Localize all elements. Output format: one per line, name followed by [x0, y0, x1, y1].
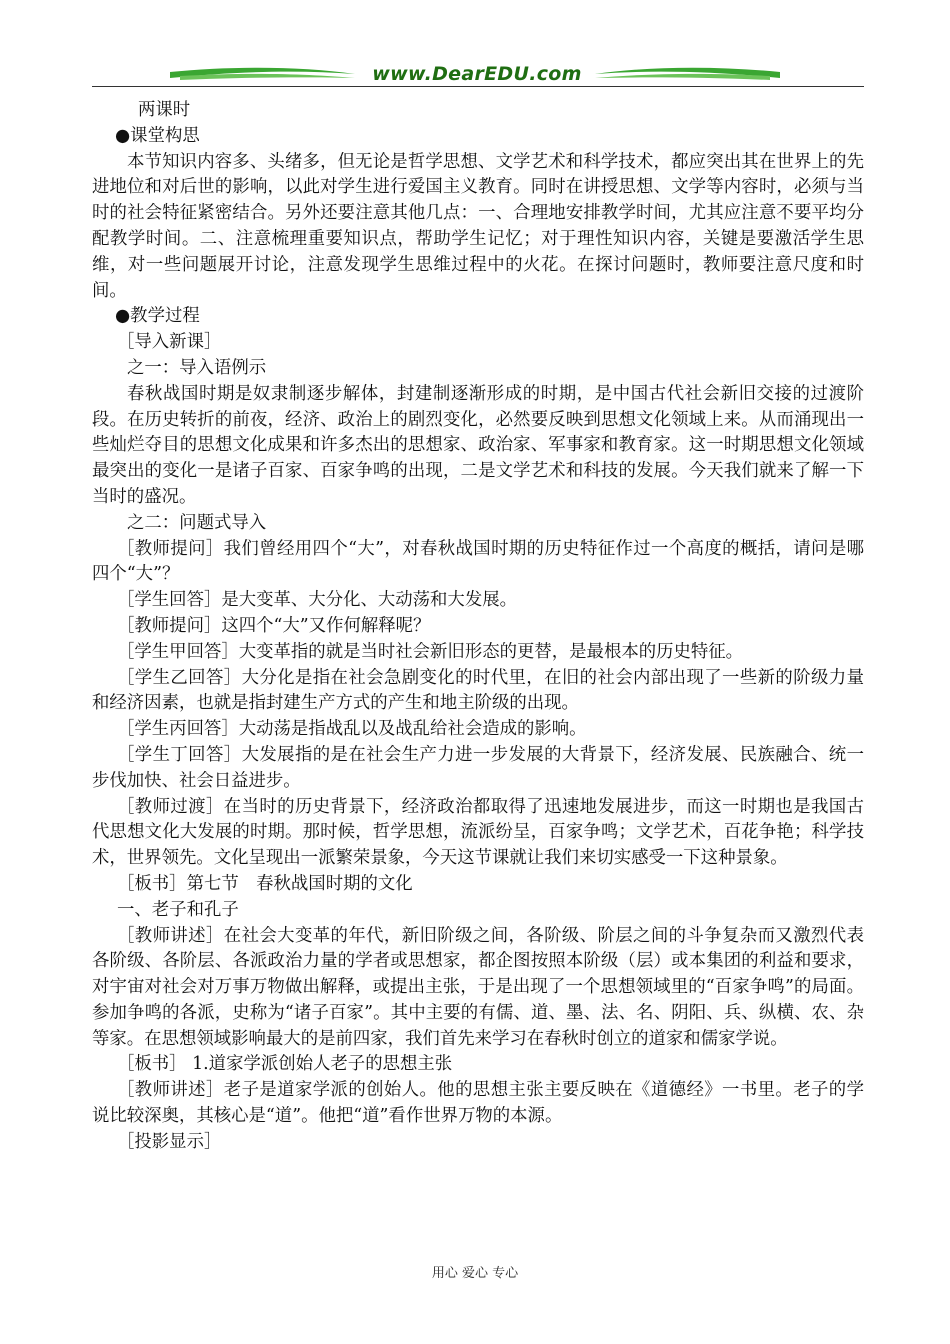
board-heading-daoism: ［板书］ 1.道家学派创始人老子的思想主张 — [117, 1054, 453, 1075]
header-divider — [92, 86, 864, 87]
dialogue-student-b: ［学生乙回答］大分化是指在社会急剧变化的时代里，在旧的社会内部出现了一些新的阶级力量和经济因素，也就是指封建生产方式的产生和地主阶级的出现。 — [92, 667, 864, 714]
dialogue-teacher-transition: ［教师过渡］在当时的历史背景下，经济政治都取得了迅速地发展进步，而这一时期也是我国古代思想文化大发展的时期。那时候，哲学思想，流派纷呈，百家争鸣；文学艺术，百花争艳；科学技术，世界领先。文化呈现出一派繁荣景象，今天这节课就让我们来切实感受一下这种景象。 — [92, 796, 864, 869]
subheading-laozi-confucius: 一、老子和孔子 — [117, 899, 239, 920]
paragraph-teacher-narration-1: ［教师讲述］在社会大变革的年代，新旧阶级之间，各阶级、阶层之间的斗争复杂而又激烈代表各阶级、各阶层、各派政治力量的学者或思想家，都企图按照本阶级（层）或本集团的利益和要求，对宇宙对社会对万事万物做出解释，或提出主张，于是出现了一个思想领域里的“百家争鸣”的局面。参加争鸣的各派，史称为“诸子百家”。其中主要的有儒、道、墨、法、名、阴阳、兵、纵横、农、杂等家。在思想领域影响最大的是前四家，我们首先来学习在春秋时创立的道家和儒家学说。 — [92, 925, 864, 1049]
document-body — [92, 98, 864, 1156]
dialogue-student-c: ［学生丙回答］大动荡是指战乱以及战乱给社会造成的影响。 — [117, 719, 587, 740]
dialogue-teacher-question-1: ［教师提问］我们曾经用四个“大”，对春秋战国时期的历史特征作过一个高度的概括，请问是哪四个“大”？ — [92, 538, 864, 585]
subheading-intro-1: 之一：导入语例示 — [127, 357, 267, 378]
dialogue-student-answer: ［学生回答］是大变革、大分化、大动荡和大发展。 — [117, 590, 517, 611]
section-heading-design: ●课堂构思 — [115, 125, 200, 146]
board-heading-section-7: ［板书］第七节 春秋战国时期的文化 — [117, 873, 413, 894]
site-logo-text: www.DearEDU.com — [372, 63, 582, 85]
page-footer: 用心 爱心 专心 — [431, 1266, 519, 1281]
dialogue-teacher-question-2: ［教师提问］这四个“大”又作何解释呢？ — [117, 615, 431, 636]
subheading-intro-2: 之二：问题式导入 — [127, 512, 267, 533]
dialogue-student-d: ［学生丁回答］大发展指的是在社会生产力进一步发展的大背景下，经济发展、民族融合、统一步伐加快、社会日益进步。 — [92, 744, 864, 791]
dialogue-student-a: ［学生甲回答］大变革指的就是当时社会新旧形态的更替，是最根本的历史特征。 — [117, 641, 744, 662]
paragraph-intro-1: 春秋战国时期是奴隶制逐步解体，封建制逐渐形成的时期，是中国古代社会新旧交接的过渡阶段。在历史转折的前夜，经济、政治上的剧烈变化，必然要反映到思想文化领域上来。从而涌现出一些灿烂夺目的思想文化成果和许多杰出的思想家、政治家、军事家和教育家。这一时期思想文化领域最突出的变化一是诸子百家、百家争鸣的出现，二是文学艺术和科技的发展。今天我们就来了解一下当时的盛况。 — [92, 383, 864, 507]
paragraph-teacher-narration-2: ［教师讲述］老子是道家学派的创始人。他的思想主张主要反映在《道德经》一书里。老子的学说比较深奥，其核心是“道”。他把“道”看作世界万物的本源。 — [92, 1080, 864, 1127]
section-heading-process: ●教学过程 — [115, 306, 200, 327]
paragraph-design: 本节知识内容多、头绪多，但无论是哲学思想、文学艺术和科学技术，都应突出其在世界上的先进地位和对后世的影响，以此对学生进行爱国主义教育。同时在讲授思想、文学等内容时，必须与当时的社会特征紧密结合。另外还要注意其他几点：一、合理地安排教学时间，尤其应注意不要平均分配教学时间。二、注意梳理重要知识点，帮助学生记忆；对于理性知识内容，关键是要激活学生思维，对一些问题展开讨论，注意发现学生思维过程中的火花。在探讨问题时，教师要注意尺度和时间。 — [92, 151, 864, 301]
subheading-intro: ［导入新课］ — [117, 332, 222, 353]
projection-display-label: ［投影显示］ — [117, 1131, 222, 1152]
class-hours: 两课时 — [138, 100, 191, 120]
